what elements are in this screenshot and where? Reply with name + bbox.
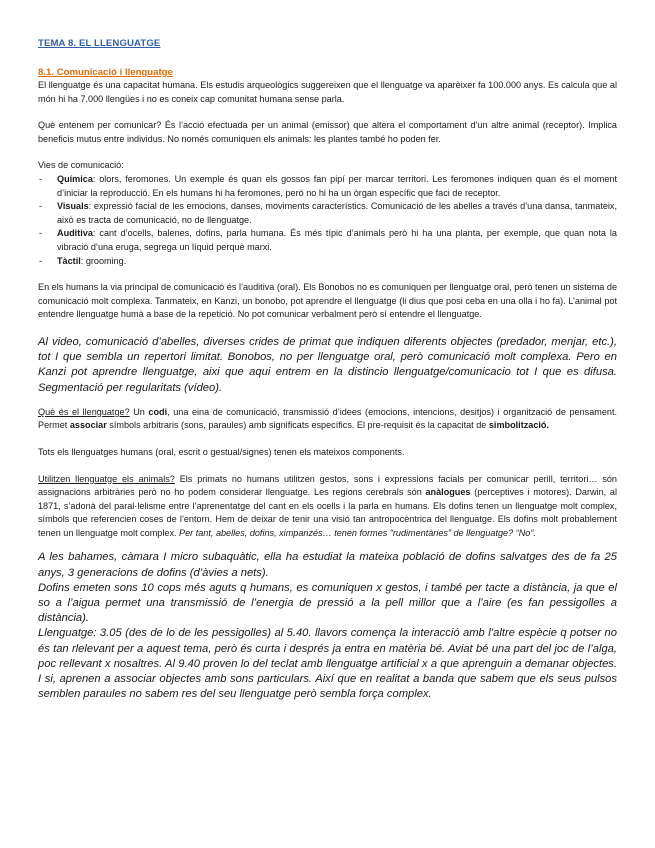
term-analogues: anàlogues <box>425 487 471 498</box>
list-item-text: : grooming. <box>80 255 127 266</box>
question-link-text: Utilitzen llenguatge els animals? <box>38 473 175 484</box>
communication-definition-paragraph: Què entenem per comunicar? És l’acció efectuada per un animal (emissor) que altera el comportament d’un altre animal (receptor). Implica beneficis mutus entre individus. No només comuniquen els animals: les plantes també ho poden fer. <box>38 120 617 144</box>
list-item-label: Tàctil <box>57 255 81 266</box>
list-item-text: : olors, feromones. Un exemple és quan els gossos fan pipí per marcar territori. Les feromones indiquen quan és el moment d’iniciar la reproducció. En els humans hi ha feromones, però no hi ha un òrgan específic que faci de receptor. <box>57 173 617 198</box>
document-page <box>38 38 617 703</box>
rhetorical-question: Per tant, abelles, dofins, ximpanzés… tenen formes “rudimentàries” de llenguatge? “No”. <box>179 527 536 538</box>
list-item <box>38 200 617 227</box>
what-is-language-paragraph: Què és el llenguatge? Un codi, una eina de comunicació, transmissió d’idees (emocions, intencions, desitjos) i organització de pensament. Permet associar símbols arbitraris (sons, paraules) amb significats específics. El pre-requisit és la capacitat de simbolització. <box>38 406 617 431</box>
components-paragraph: Tots els llenguatges humans (oral, escrit o gestual/signes) tenen els mateixos components. <box>38 446 405 457</box>
list-item-text: : cant d’ocells, balenes, dofins, parla humana. És més típic d’animals però hi ha una planta, per exemple, que quan nota la vibració d’una eruga, segrega un líquid perquè marxi. <box>57 228 617 252</box>
list-item-label: Química <box>57 173 93 184</box>
video-note-2-line-1: A les bahames, càmara I micro subaquàtic, ella ha estudiat la mateixa població de dofins salvatges des de fa 25 anys, 3 generacions de dofins (d’àvies a nets). <box>38 551 617 579</box>
list-item <box>38 255 617 269</box>
list-item-label: Visuals <box>57 201 89 212</box>
list-item <box>38 173 617 200</box>
intro-paragraph: El llenguatge és una capacitat humana. Els estudis arqueològics suggereixen que el llenguatge va aparèixer fa 100.000 anys. Es calcula que al món hi ha 7.000 llengües i no es coneix cap comunitat humana sense parla. <box>38 80 617 104</box>
section-heading: 8.1. Comunicació i llenguatge <box>38 67 173 78</box>
term-simbolitzacio: simbolització. <box>488 420 549 431</box>
vies-list <box>38 173 617 268</box>
bonobo-paragraph: En els humans la via principal de comunicació és l’auditiva (oral). Els Bonobos no es comuniquen per llenguatge oral, però tenen un sistema de comunicació molt complexa. Tanmateix, en Kanzi, un bonobo, pot aprendre el llenguatge (li dius que posi ceba en una olla i ho fa). L’animal pot entendre llenguatge humà a base de la repetició. No pot comunicar verbalment però sí entendre el llenguatge. <box>38 282 617 320</box>
video-note-2-line-2: Dofins emeten sons 10 cops més aguts q humans, es comuniquen x gestos, i també per tacte a distància, ja que el so a l’aigua permet una transmissió de l’energia de pressió a la pell millor que a l’aire (es fan pessigolles a distància). <box>38 581 617 625</box>
list-item-label: Auditiva <box>57 228 93 239</box>
page-title: TEMA 8. EL LLENGUATGE <box>38 38 161 49</box>
list-item <box>38 227 617 254</box>
question-link-text: Què és el llenguatge? <box>38 406 130 417</box>
list-item-text: : expressió facial de les emocions, danses, moviments característics. Comunicació de les abelles a través d’una dansa, tanmateix, això es tracta de comunicació, no de llenguatge. <box>57 201 617 225</box>
vies-heading: Vies de comunicació: <box>38 160 124 171</box>
term-associar: associar <box>69 420 107 431</box>
animals-language-paragraph: Utilitzen llenguatge els animals? Els primats no humans utilitzen gestos, sons i expressions facials per comunicar perill, territori… són assignacions arbitràries però no ho podem considerar llenguatge. Les regions cerebrals són anàlogues (perceptives i motores). Darwin, al 1871, s’adonà del paral·lelisme entre l’aprenentatge del cant en els ocells i la parla en humans. Els dofins tenen un llenguatge molt complex, símbols que referencien coses de l’entorn. Hem de deixar de tenir una visió tan antropocèntrica del llenguatge. Els dofins molt probablement tenen un llenguatge molt complex. Per tant, abelles, dofins, ximpanzés… tenen formes “rudimentàries” de llenguatge? “No”. <box>38 473 617 538</box>
term-codi: codi <box>148 406 168 417</box>
video-note-1: Al video, comunicació d’abelles, diverses crides de primat que indiquen diferents objectes (predador, menjar, etc.), tot I que sembla un repertori limitat. Bonobos, no per llenguatge oral, però comunicació molt complexa. Pero en Kanzi pot aprendre llenguatge, aixi que aqui entrem en la distincio llenguatge/comunicacio tot I que es difusa. Segmentació per regularitats (vídeo). <box>38 335 617 394</box>
video-note-2-line-3: Llenguatge: 3.05 (des de lo de les pessigolles) al 5.40. llavors comença la interacció amb l’altre espècie q potser no és tan rlelevant per a aquest tema, però és curta i després ja entra en matèria bé. Aviat bé una part del joc de l’alga, poc rellevant x nosaltres. Al 9.40 proven lo del teclat amb llenguatge artificial x a que aprenguin a demanar objectes. I si, aprenen a associar objectes amb sons particulars. Així que en realitat a banda que sabem que els seus pulsos semblen paraules no sabem res del seu llenguatge però sembla força complex. <box>38 627 617 701</box>
